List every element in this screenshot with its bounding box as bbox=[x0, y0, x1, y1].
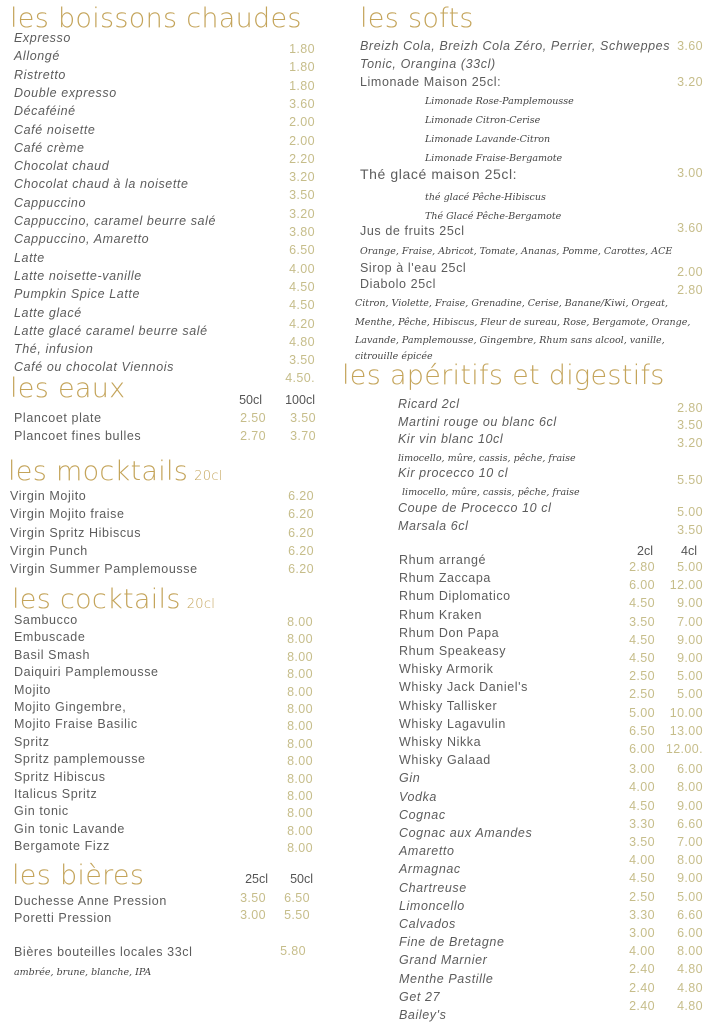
menu-item-price: 8.00 bbox=[677, 780, 703, 795]
menu-item-name: Expresso bbox=[14, 31, 71, 45]
menu-item-name: Latte glacé bbox=[14, 305, 82, 320]
flavor-line: Limonade Citron-Cerise bbox=[425, 115, 541, 126]
menu-item-price: 4.00 bbox=[629, 853, 655, 868]
menu-item-name: Gin bbox=[399, 771, 421, 786]
menu-item-name: Virgin Summer Pamplemousse bbox=[10, 562, 198, 577]
menu-item-price: 5.00 bbox=[629, 705, 655, 720]
menu-item-name: Whisky Jack Daniel's bbox=[399, 680, 528, 695]
menu-item-price: 8.00 bbox=[287, 771, 313, 786]
menu-item-price: 3.50 bbox=[677, 523, 703, 537]
menu-item-name: Daiquiri Pamplemousse bbox=[14, 665, 159, 680]
menu-item-name: Rhum Diplomatico bbox=[399, 589, 511, 604]
menu-item-name: Café noisette bbox=[14, 122, 96, 137]
menu-item-price: 3.50 bbox=[289, 188, 315, 203]
flavor-line: limocello, mûre, cassis, pêche, fraise bbox=[398, 453, 576, 464]
flavor-line: limocello, mûre, cassis, pêche, fraise bbox=[402, 487, 580, 498]
menu-item-name: Virgin Punch bbox=[10, 543, 88, 558]
menu-item-name: Jus de fruits 25cl bbox=[360, 224, 465, 238]
section-title-bieres: les bières bbox=[12, 860, 145, 891]
menu-item-price: 3.30 bbox=[629, 816, 655, 831]
menu-item-price: 4.50 bbox=[629, 596, 655, 611]
menu-item-name: Virgin Mojito fraise bbox=[10, 507, 125, 522]
menu-item-price: 4.80 bbox=[677, 962, 703, 977]
menu-item-price: 4.50 bbox=[629, 632, 655, 647]
menu-item-name: Martini rouge ou blanc 6cl bbox=[398, 415, 557, 429]
menu-item-name: Mojito Gingembre, bbox=[14, 700, 127, 714]
menu-item-price: 6.50 bbox=[284, 891, 310, 905]
menu-item-name: Whisky Armorik bbox=[399, 662, 494, 677]
menu-item-price: 3.50 bbox=[629, 835, 655, 849]
menu-item-price: 3.80 bbox=[289, 225, 315, 239]
menu-item-name: Chocolat chaud bbox=[14, 159, 110, 174]
menu-item-price: 9.00 bbox=[677, 798, 703, 813]
menu-item-price: 2.50 bbox=[629, 687, 655, 702]
menu-item-name: Sambucco bbox=[14, 613, 78, 627]
menu-item-price: 2.20 bbox=[289, 151, 315, 166]
menu-item-price: 6.20 bbox=[288, 507, 314, 522]
menu-item-price: 8.00 bbox=[287, 615, 313, 629]
menu-item-price: 6.00 bbox=[677, 762, 703, 777]
menu-item-price: 13.00 bbox=[669, 723, 703, 738]
section-title-aperitifs: les apéritifs et digestifs bbox=[342, 360, 665, 391]
menu-item-name: Latte glacé caramel beurre salé bbox=[14, 323, 208, 338]
menu-item-name: Rhum Zaccapa bbox=[399, 571, 491, 586]
menu-item-price: 4.20 bbox=[289, 316, 315, 331]
size-label: 20cl bbox=[194, 469, 223, 484]
menu-item-price: 4.50 bbox=[629, 651, 655, 665]
menu-item-name: Armagnac bbox=[399, 862, 461, 877]
menu-item-price: 8.00 bbox=[287, 823, 313, 838]
menu-item-price: 6.00 bbox=[677, 926, 703, 940]
menu-item-name: Ristretto bbox=[14, 67, 66, 82]
menu-item-price: 6.20 bbox=[288, 562, 314, 577]
menu-item-name: Diabolo 25cl bbox=[360, 277, 436, 291]
menu-item-price: 8.00 bbox=[287, 754, 313, 769]
menu-item-name: Cappuccino, caramel beurre salé bbox=[14, 214, 217, 228]
menu-item-price: 4.50. bbox=[285, 371, 315, 386]
menu-item-name: Embuscade bbox=[14, 630, 86, 645]
menu-item-name: Cappuccino, Amaretto bbox=[14, 232, 150, 247]
menu-item-name: Get 27 bbox=[399, 989, 441, 1004]
menu-item-price: 3.00 bbox=[629, 926, 655, 940]
menu-item-price: 4.50 bbox=[289, 279, 315, 294]
menu-item-price: 3.30 bbox=[629, 907, 655, 922]
column-header: 50cl bbox=[290, 872, 313, 886]
menu-item-price: 8.00 bbox=[287, 806, 313, 821]
section-title-cocktails: les cocktails 20cl bbox=[12, 584, 216, 615]
menu-item-name: Mojito Fraise Basilic bbox=[14, 717, 138, 732]
menu-item-price: 6.50 bbox=[289, 243, 315, 258]
menu-item-price: 3.20 bbox=[289, 170, 315, 185]
menu-item-price: 2.50 bbox=[629, 669, 655, 684]
menu-item-price: 4.00 bbox=[629, 780, 655, 795]
menu-item-price: 6.60 bbox=[677, 816, 703, 831]
menu-item-price: 2.50 bbox=[240, 411, 266, 425]
menu-item-name: Plancoet fines bulles bbox=[14, 429, 142, 443]
menu-item-name: Amaretto bbox=[399, 844, 455, 859]
menu-item-price: 5.00 bbox=[677, 669, 703, 684]
menu-item-name: Tonic, Orangina (33cl) bbox=[360, 57, 496, 71]
section-title-mocktails: les mocktails 20cl bbox=[8, 456, 223, 487]
menu-item-name: Bières bouteilles locales 33cl bbox=[14, 945, 193, 959]
menu-item-price: 7.00 bbox=[677, 614, 703, 629]
menu-item-name: Limonade Maison 25cl: bbox=[360, 75, 502, 89]
menu-item-price: 2.70 bbox=[240, 429, 266, 443]
menu-item-name: Plancoet plate bbox=[14, 411, 102, 425]
menu-item-price: 3.00 bbox=[677, 166, 703, 180]
menu-item-price: 6.60 bbox=[677, 907, 703, 922]
menu-item-price: 3.50 bbox=[240, 891, 266, 905]
menu-item-price: 8.00 bbox=[677, 853, 703, 868]
flavor-line: Orange, Fraise, Abricot, Tomate, Ananas, Pomme, Carottes, ACE bbox=[360, 246, 673, 257]
menu-item-price: 3.00 bbox=[629, 762, 655, 777]
menu-item-price: 5.00 bbox=[677, 889, 703, 904]
menu-item-price: 8.00 bbox=[287, 684, 313, 699]
menu-item-price: 2.40 bbox=[629, 998, 655, 1013]
menu-item-name: Kir procecco 10 cl bbox=[398, 466, 509, 480]
menu-item-name: Fine de Bretagne bbox=[399, 935, 505, 950]
menu-item-price: 2.80 bbox=[677, 283, 703, 297]
menu-item-price: 8.00 bbox=[287, 632, 313, 647]
menu-item-name: Cappuccino bbox=[14, 195, 87, 210]
menu-item-price: 4.50 bbox=[289, 298, 315, 313]
menu-item-price: 2.80 bbox=[629, 560, 655, 574]
menu-item-price: 3.20 bbox=[289, 206, 315, 221]
menu-item-price: 5.80 bbox=[280, 944, 306, 958]
menu-item-price: 2.00 bbox=[289, 115, 315, 130]
menu-item-price: 3.60 bbox=[677, 39, 703, 53]
menu-item-name: Italicus Spritz bbox=[14, 787, 98, 801]
section-title-eaux: les eaux bbox=[10, 373, 126, 404]
menu-item-price: 9.00 bbox=[677, 632, 703, 647]
menu-item-name: Thé glacé maison 25cl: bbox=[360, 166, 518, 182]
menu-item-price: 12.00. bbox=[665, 742, 703, 756]
menu-item-name: Cognac aux Amandes bbox=[399, 826, 533, 840]
menu-item-price: 2.80 bbox=[677, 401, 703, 415]
menu-item-name: Chartreuse bbox=[399, 880, 467, 895]
menu-item-price: 6.00 bbox=[629, 578, 655, 593]
flavor-line: Thé Glacé Pêche-Bergamote bbox=[425, 211, 562, 222]
menu-item-name: Whisky Nikka bbox=[399, 735, 482, 749]
menu-item-name: Limoncello bbox=[399, 898, 465, 913]
menu-item-name: Whisky Galaad bbox=[399, 753, 491, 768]
menu-item-price: 8.00 bbox=[287, 719, 313, 734]
menu-item-name: Mojito bbox=[14, 682, 51, 697]
menu-item-price: 5.00 bbox=[677, 505, 703, 519]
menu-item-name: Bailey's bbox=[399, 1008, 447, 1022]
flavor-line: Menthe, Pêche, Hibiscus, Fleur de sureau, Rose, Bergamote, Orange, bbox=[355, 317, 691, 328]
menu-item-name: Café crème bbox=[14, 140, 85, 155]
menu-item-price: 6.50 bbox=[629, 723, 655, 738]
section-title-softs: les softs bbox=[360, 3, 474, 34]
flavor-line: Limonade Rose-Pamplemousse bbox=[425, 96, 574, 107]
menu-item-price: 8.00 bbox=[287, 736, 313, 751]
menu-item-name: Rhum Don Papa bbox=[399, 625, 500, 640]
menu-item-name: Spritz bbox=[14, 734, 50, 749]
menu-item-price: 3.50 bbox=[629, 614, 655, 629]
menu-item-name: Basil Smash bbox=[14, 647, 91, 662]
menu-item-name: Breizh Cola, Breizh Cola Zéro, Perrier, Schweppes bbox=[360, 39, 671, 53]
menu-item-price: 7.00 bbox=[677, 835, 703, 849]
menu-item-name: Duchesse Anne Pression bbox=[14, 894, 167, 908]
menu-item-price: 5.00 bbox=[677, 560, 703, 574]
menu-item-name: Chocolat chaud à la noisette bbox=[14, 177, 189, 192]
section-title-boissons-chaudes: les boissons chaudes bbox=[10, 3, 302, 34]
menu-item-name: Sirop à l'eau 25cl bbox=[360, 261, 467, 275]
menu-item-price: 3.50 bbox=[290, 411, 316, 425]
menu-item-price: 2.00 bbox=[289, 133, 315, 148]
menu-item-name: Gin tonic bbox=[14, 804, 69, 819]
menu-item-name: Whisky Tallisker bbox=[399, 698, 498, 713]
column-header: 4cl bbox=[681, 544, 697, 558]
menu-item-name: Marsala 6cl bbox=[398, 519, 469, 533]
column-header: 2cl bbox=[637, 544, 653, 558]
flavor-line: Lavande, Pamplemousse, Gingembre, Rhum sans alcool, vanille, bbox=[355, 335, 665, 346]
menu-item-price: 8.00 bbox=[287, 667, 313, 682]
menu-item-name: Latte noisette-vanille bbox=[14, 268, 142, 283]
menu-item-price: 8.00 bbox=[287, 841, 313, 856]
menu-item-price: 4.80 bbox=[677, 998, 703, 1013]
menu-item-price: 2.00 bbox=[677, 265, 703, 279]
menu-item-name: Spritz pamplemousse bbox=[14, 752, 146, 767]
menu-item-price: 4.00 bbox=[289, 261, 315, 276]
menu-item-name: Calvados bbox=[399, 917, 456, 931]
menu-item-price: 3.70 bbox=[290, 429, 316, 443]
menu-item-price: 4.50 bbox=[629, 798, 655, 813]
menu-item-price: 3.50 bbox=[677, 418, 703, 432]
menu-item-price: 6.20 bbox=[288, 489, 314, 503]
menu-item-name: Coupe de Procecco 10 cl bbox=[398, 501, 552, 515]
menu-item-price: 8.00 bbox=[677, 944, 703, 959]
menu-item-price: 6.00 bbox=[629, 742, 655, 756]
flavor-line: citrouille épicée bbox=[355, 351, 433, 362]
menu-item-price: 8.00 bbox=[287, 649, 313, 664]
menu-item-price: 4.00 bbox=[629, 944, 655, 959]
menu-item-name: Menthe Pastille bbox=[399, 971, 494, 986]
menu-item-price: 5.00 bbox=[677, 687, 703, 702]
menu-item-price: 2.40 bbox=[629, 980, 655, 995]
menu-item-name: Latte bbox=[14, 250, 45, 265]
menu-item-name: Pumpkin Spice Latte bbox=[14, 287, 141, 302]
menu-item-name: Grand Marnier bbox=[399, 953, 488, 968]
menu-item-name: Spritz Hibiscus bbox=[14, 769, 106, 784]
menu-item-detail: ambrée, brune, blanche, IPA bbox=[14, 967, 152, 978]
menu-item-price: 2.40 bbox=[629, 962, 655, 977]
menu-item-price: 10.00 bbox=[669, 705, 703, 720]
menu-item-name: Whisky Lagavulin bbox=[399, 716, 506, 731]
menu-item-name: Poretti Pression bbox=[14, 911, 112, 925]
menu-item-name: Rhum arrangé bbox=[399, 553, 487, 567]
flavor-line: Limonade Lavande-Citron bbox=[425, 134, 551, 145]
flavor-line: Limonade Fraise-Bergamote bbox=[425, 153, 563, 164]
menu-item-name: Double expresso bbox=[14, 85, 117, 100]
menu-item-name: Allongé bbox=[14, 49, 60, 64]
size-label: 20cl bbox=[186, 597, 216, 612]
menu-item-name: Café ou chocolat Viennois bbox=[14, 360, 175, 375]
menu-item-name: Thé, infusion bbox=[14, 342, 94, 357]
menu-item-name: Rhum Speakeasy bbox=[399, 644, 507, 658]
column-header: 100cl bbox=[285, 393, 315, 407]
menu-item-name: Bergamote Fizz bbox=[14, 839, 110, 854]
menu-item-price: 5.50 bbox=[677, 473, 703, 487]
menu-item-price: 8.00 bbox=[287, 702, 313, 716]
menu-item-price: 9.00 bbox=[677, 651, 703, 665]
menu-item-name: Ricard 2cl bbox=[398, 397, 460, 411]
flavor-line: thé glacé Pêche-Hibiscus bbox=[425, 192, 546, 203]
menu-item-price: 3.20 bbox=[677, 75, 703, 89]
menu-item-price: 4.80 bbox=[677, 980, 703, 995]
flavor-line: Citron, Violette, Fraise, Grenadine, Cerise, Banane/Kiwi, Orgeat, bbox=[355, 298, 669, 309]
menu-item-name: Gin tonic Lavande bbox=[14, 821, 125, 836]
menu-item-price: 8.00 bbox=[287, 789, 313, 803]
menu-item-price: 4.80 bbox=[289, 334, 315, 349]
menu-item-price: 3.20 bbox=[677, 436, 703, 450]
menu-item-price: 9.00 bbox=[677, 871, 703, 886]
menu-item-price: 6.20 bbox=[288, 543, 314, 558]
menu-item-name: Virgin Spritz Hibiscus bbox=[10, 525, 142, 540]
menu-item-name: Kir vin blanc 10cl bbox=[398, 432, 504, 446]
menu-item-price: 6.20 bbox=[288, 525, 314, 540]
menu-item-price: 1.80 bbox=[289, 42, 315, 56]
menu-item-price: 3.60 bbox=[289, 96, 315, 111]
menu-item-name: Rhum Kraken bbox=[399, 607, 483, 622]
menu-item-name: Décaféiné bbox=[14, 104, 76, 119]
menu-item-price: 1.80 bbox=[289, 78, 315, 93]
menu-item-price: 12.00 bbox=[669, 578, 703, 593]
column-header: 50cl bbox=[239, 393, 262, 407]
menu-item-name: Vodka bbox=[399, 789, 437, 804]
menu-item-price: 4.50 bbox=[629, 871, 655, 886]
menu-item-price: 3.00 bbox=[240, 908, 266, 922]
menu-item-price: 9.00 bbox=[677, 596, 703, 611]
menu-item-price: 5.50 bbox=[284, 908, 310, 922]
menu-item-price: 1.80 bbox=[289, 60, 315, 75]
menu-item-name: Virgin Mojito bbox=[10, 489, 87, 503]
menu-item-name: Cognac bbox=[399, 807, 446, 822]
menu-item-price: 2.50 bbox=[629, 889, 655, 904]
menu-item-price: 3.50 bbox=[289, 353, 315, 368]
menu-item-price: 3.60 bbox=[677, 221, 703, 235]
column-header: 25cl bbox=[245, 872, 268, 886]
